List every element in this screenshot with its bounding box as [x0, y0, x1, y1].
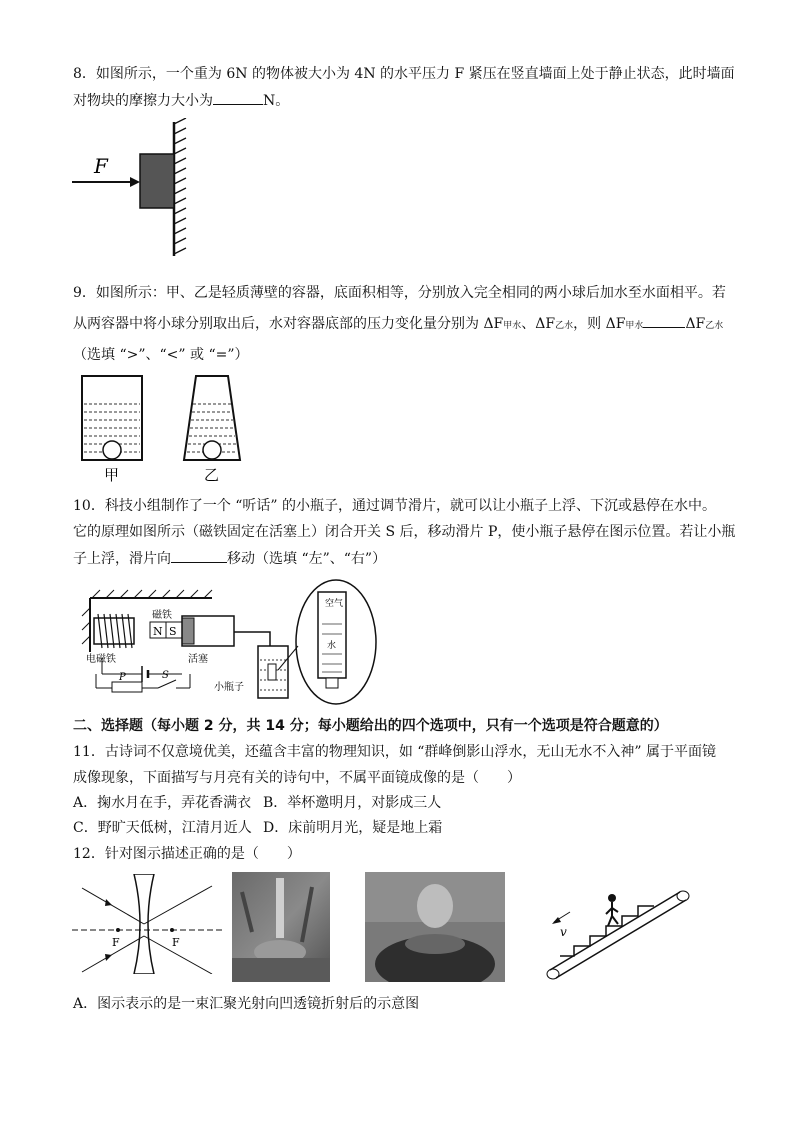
velocity-label: v [560, 925, 567, 939]
piston [182, 618, 194, 644]
q11-line2: 成像现象，下面描写与月亮有关的诗句中，不属平面镜成像的是（ ） [73, 770, 521, 786]
q8-line2-unit: N。 [263, 93, 290, 109]
coil [98, 614, 132, 648]
q12-photo-waterfall [232, 872, 330, 982]
q9-line2-a: 从两容器中将小球分别取出后，水对容器底部的压力变化量分别为 ΔF [73, 316, 504, 332]
person-body [606, 902, 618, 926]
q9-line1: 9．如图所示：甲、乙是轻质薄壁的容器，底面积相等，分别放入完全相同的两小球后加水至水面相平。若 [73, 285, 726, 301]
label-magnet: 磁铁 [152, 610, 172, 621]
q11-options-ab [73, 793, 441, 813]
q9-line2-c: ，则 ΔF [573, 316, 626, 332]
label-piston: 活塞 [188, 654, 208, 665]
q8-answer-blank[interactable] [213, 90, 263, 105]
label-yi: 乙 [204, 466, 220, 484]
q10-circuit-figure [72, 578, 392, 708]
ray-in-top [82, 888, 144, 924]
q8-line2-text: 对物块的摩擦力大小为 [73, 93, 213, 109]
q9-answer-blank[interactable] [643, 313, 685, 328]
q12-escalator-figure [540, 880, 690, 980]
label-jia: 甲 [104, 466, 120, 484]
ball-yi [203, 441, 221, 459]
q9-sub-yi: 乙水 [555, 321, 574, 331]
force-arrowhead [130, 177, 140, 187]
ray-out-top [144, 886, 212, 924]
q12-line1: 12．针对图示描述正确的是（ ） [73, 846, 301, 862]
block [140, 154, 174, 208]
rail-end-bottom [547, 969, 559, 979]
bottle [268, 664, 276, 680]
escalator-rail [550, 892, 686, 978]
arrow-2 [105, 954, 112, 961]
focus-left: F [112, 936, 120, 949]
label-s: S [169, 625, 177, 638]
q8-wall-block-figure [68, 118, 198, 260]
label-p: P [119, 672, 126, 683]
q10-line1: 10．科技小组制作了一个 “听话” 的小瓶子，通过调节滑片，就可以让小瓶子上浮、下沉或悬停在水中。 [73, 498, 717, 514]
q10-line3-a: 子上浮，滑片向 [73, 551, 171, 567]
zoom-bottle-neck [326, 678, 338, 688]
q11-line1: 11．古诗词不仅意境优美，还蕴含丰富的物理知识，如 “群峰倒影山浮水，无山无水不入神” 属于平面镜 [73, 744, 717, 760]
person-head [608, 894, 616, 902]
label-water: 水 [327, 641, 337, 651]
q9-line3: （选填 “>”、“<” 或 “=”） [73, 347, 249, 363]
q8-line1: 8．如图所示，一个重为 6N 的物体被大小为 4N 的水平压力 F 紧压在竖直墙面上处于静止状态，此时墙面 [73, 66, 735, 82]
q9-sub-yi-2: 乙水 [705, 321, 724, 331]
q11-options-cd [73, 818, 442, 838]
q9-line2-b: 、ΔF [521, 316, 556, 332]
q10-answer-blank[interactable] [171, 548, 227, 563]
q12-lens-figure [72, 874, 222, 974]
label-air: 空气 [325, 599, 344, 609]
q11-option-c[interactable]: C．野旷天低树，江清月近人 [73, 820, 252, 836]
q8-line2 [73, 90, 289, 111]
wall-hatching [174, 118, 186, 254]
force-label: F [94, 154, 108, 178]
q9-line2-d: ΔF [685, 316, 706, 332]
label-bottle: 小瓶子 [214, 682, 244, 693]
tube [234, 632, 270, 646]
ball-jia [103, 441, 121, 459]
q9-sub-jia: 甲水 [503, 321, 522, 331]
label-electromagnet: 电磁铁 [86, 654, 116, 665]
arrow-1 [105, 899, 112, 906]
label-switch: S [162, 670, 169, 681]
q10-line3-b: 移动（选填 “左”、“右”） [227, 551, 387, 567]
q12-photo-person [365, 872, 505, 982]
q12-option-a[interactable]: A．图示表示的是一束汇聚光射向凹透镜折射后的示意图 [73, 996, 420, 1012]
q11-option-a[interactable]: A．掬水月在手，弄花香满衣 [73, 795, 252, 811]
q11-option-d[interactable]: D．床前明月光，疑是地上霜 [263, 820, 443, 836]
section2-title: 二、选择题（每小题 2 分，共 14 分；每小题给出的四个选项中，只有一个选项是符合题意的） [73, 718, 668, 734]
focus-right: F [172, 936, 180, 949]
q11-option-b[interactable]: B．举杯邀明月，对影成三人 [263, 795, 442, 811]
q9-line2 [73, 313, 723, 336]
q10-line3 [73, 548, 386, 569]
rheostat [112, 682, 142, 692]
switch [158, 680, 176, 688]
q10-line2: 它的原理如图所示（磁铁固定在活塞上）闭合开关 S 后，移动滑片 P，使小瓶子悬停在图示位置。若让小瓶 [73, 524, 736, 540]
q9-containers-figure [78, 372, 258, 488]
rail-end-top [677, 891, 689, 901]
label-n: N [153, 625, 163, 638]
q9-sub-jia-2: 甲水 [625, 321, 644, 331]
